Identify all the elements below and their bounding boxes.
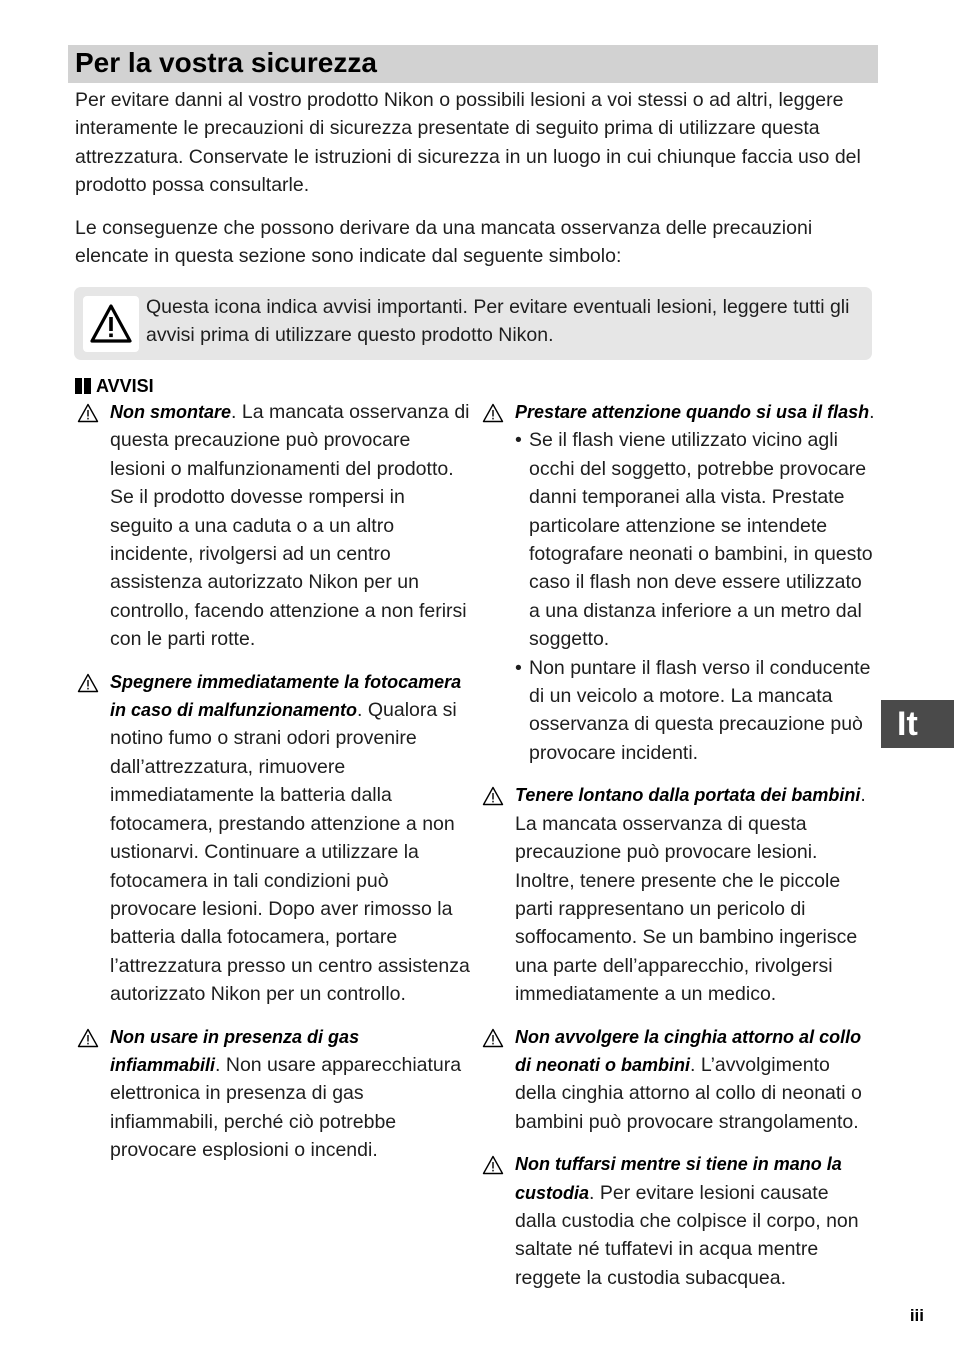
page-title-bar (68, 45, 878, 83)
notice-text: Questa icona indica avvisi importanti. Per evitare eventuali lesioni, leggere tutti gli avvisi prima di utilizzare questo prodotto Nikon. (146, 296, 850, 347)
warning-body: . Qualora si notino fumo o strani odori provenire dall’attrezzatura, rimuovere immediatamente la batteria dalla fotocamera, prestando attenzione a non ustionarvi. Continuare a utilizzare la fotocamera in tali condizioni può provocare lesioni. Dopo aver rimosso la batteria dalla fotocamera, portare l’attrezzatura presso un centro assistenza autorizzato Nikon per un controllo. (110, 699, 470, 1006)
warnings-right-column (480, 398, 875, 1306)
warning-title: Non usare in presenza di gas infiammabili (110, 1026, 360, 1075)
warning-triangle-icon (482, 786, 504, 806)
warning-triangle-icon (83, 296, 139, 352)
warning-item (480, 1023, 875, 1137)
warning-body: . Non usare apparecchiatura elettronica in presenza di gas infiammabili, perché ciò potrebbe provocare esplosioni o incendi. (110, 1053, 462, 1162)
warning-triangle-icon (77, 1028, 99, 1048)
warning-notice-box (74, 287, 872, 360)
warning-title: Non smontare (110, 402, 232, 422)
bullet-item: • Non puntare il flash verso il conducente di un veicolo a motore. La mancata osservanza di questa precauzione può provocare incidenti. (515, 654, 875, 768)
section-heading-label: AVVISI (96, 375, 154, 396)
warning-triangle-icon (77, 673, 99, 693)
bullet-item: • Se il flash viene utilizzato vicino agli occhi del soggetto, potrebbe provocare danni temporanei alla vista. Prestate particolare attenzione se intendete fotografare neonati o bambini, in questo caso il flash non deve essere utilizzato a una distanza inferiore a un metro dal soggetto. (515, 426, 875, 653)
warning-triangle-icon (482, 1028, 504, 1048)
warning-triangle-icon (77, 403, 99, 423)
warning-title: Non avvolgere la cinghia attorno al collo di neonati o bambini (515, 1026, 862, 1075)
warning-body: . La mancata osservanza di questa precauzione può provocare lesioni o malfunzionamenti del prodotto. Se il prodotto dovesse rompersi in seguito a una caduta o a un altro incidente, rivolgersi ad un centro assistenza autorizzato Nikon per un controllo, facendo attenzione a non ferirsi con le parti rotte. (110, 401, 470, 651)
warning-item (480, 398, 875, 767)
intro-paragraph-2: Le conseguenze che possono derivare da una mancata osservanza delle precauzioni elencate in questa sezione sono indicate dal seguente simbolo: (75, 217, 813, 268)
warning-body: . L’avvolgimento della cinghia attorno al collo di neonati o bambini può provocare strangolamento. (515, 1053, 862, 1133)
warning-item (75, 668, 470, 1009)
warning-body: . La mancata osservanza di questa precauzione può provocare lesioni. Inoltre, tenere presente che le piccole parti rappresentano un pericolo di soffocamento. Se un bambino ingerisce una parte dell’apparecchio, rivolgersi immediatamente a un medico. (515, 784, 866, 1006)
section-heading (75, 373, 154, 399)
warning-item (75, 1023, 470, 1165)
language-tab: It (881, 700, 954, 748)
page-title: Per la vostra sicurezza (75, 47, 377, 78)
warning-body: . Per evitare lesioni causate dalla custodia che colpisce il corpo, non saltate né tuffatevi in acqua mentre reggete la custodia subacquea. (515, 1181, 859, 1289)
warning-title: Non tuffarsi mentre si tiene in mano la custodia (515, 1154, 842, 1203)
warning-triangle-icon (482, 403, 504, 423)
bullet-list (515, 426, 875, 767)
warning-item (480, 1150, 875, 1292)
warning-item (75, 398, 470, 654)
warning-title: Prestare attenzione quando si usa il flash (515, 402, 870, 422)
section-marker-icon (75, 378, 91, 394)
warning-triangle-icon (482, 1155, 504, 1175)
warning-body: . (869, 401, 875, 423)
warnings-left-column (75, 398, 470, 1179)
page-number: iii (909, 1306, 924, 1325)
warning-item (480, 781, 875, 1008)
warning-title: Tenere lontano dalla portata dei bambini (515, 785, 861, 806)
warning-title: Spegnere immediatamente la fotocamera in caso di malfunzionamento (110, 671, 462, 721)
intro-paragraph-1: Per evitare danni al vostro prodotto Nikon o possibili lesioni a voi stessi o ad altri, leggere interamente le precauzioni di sicurezza presentate di seguito prima di utilizzare questa attrezzatura. Conservate le istruzioni di sicurezza in un luogo in cui chiunque faccia uso del prodotto possa consultarle. (75, 89, 861, 197)
